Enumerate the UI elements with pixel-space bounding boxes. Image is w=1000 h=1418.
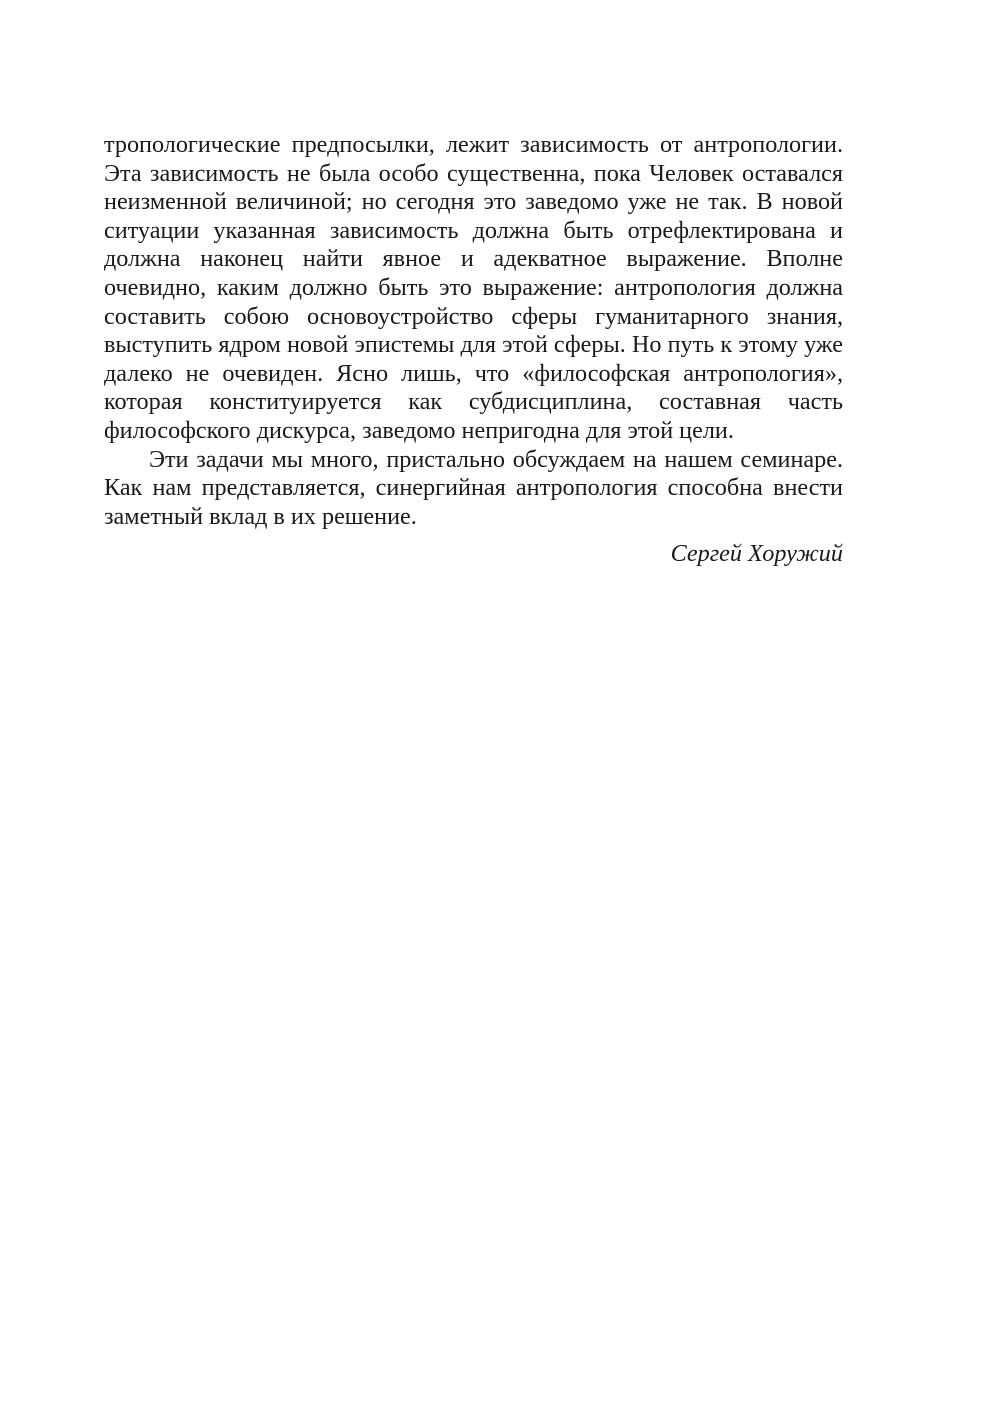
paragraph-seminar: Эти задачи мы много, пристально обсуждаем на нашем семинаре. Как нам представляется, синергийная антропология способна внести заметный вклад в их решение.	[104, 445, 843, 530]
author-signature: Сергей Хоружий	[670, 540, 843, 568]
paragraph-continued: тропологические предпосылки, лежит зависимость от антропологии. Эта зависимость не была особо существенна, пока Человек оставался неизменной величиной; но сегодня это заведомо уже не так. В новой ситуации указанная зависимость должна быть отрефлектирована и должна наконец найти явное и адекватное выражение. Вполне очевидно, каким должно быть это выражение: антропология должна составить собою основоустройство сферы гуманитарного знания, выступить ядром новой эпистемы для этой сферы. Но путь к этому уже далеко не очевиден. Ясно лишь, что «философская антропология», которая конституируется как субдисциплина, составная часть философского дискурса, заведомо непригодна для этой цели.	[104, 131, 843, 444]
body-text	[104, 131, 843, 569]
